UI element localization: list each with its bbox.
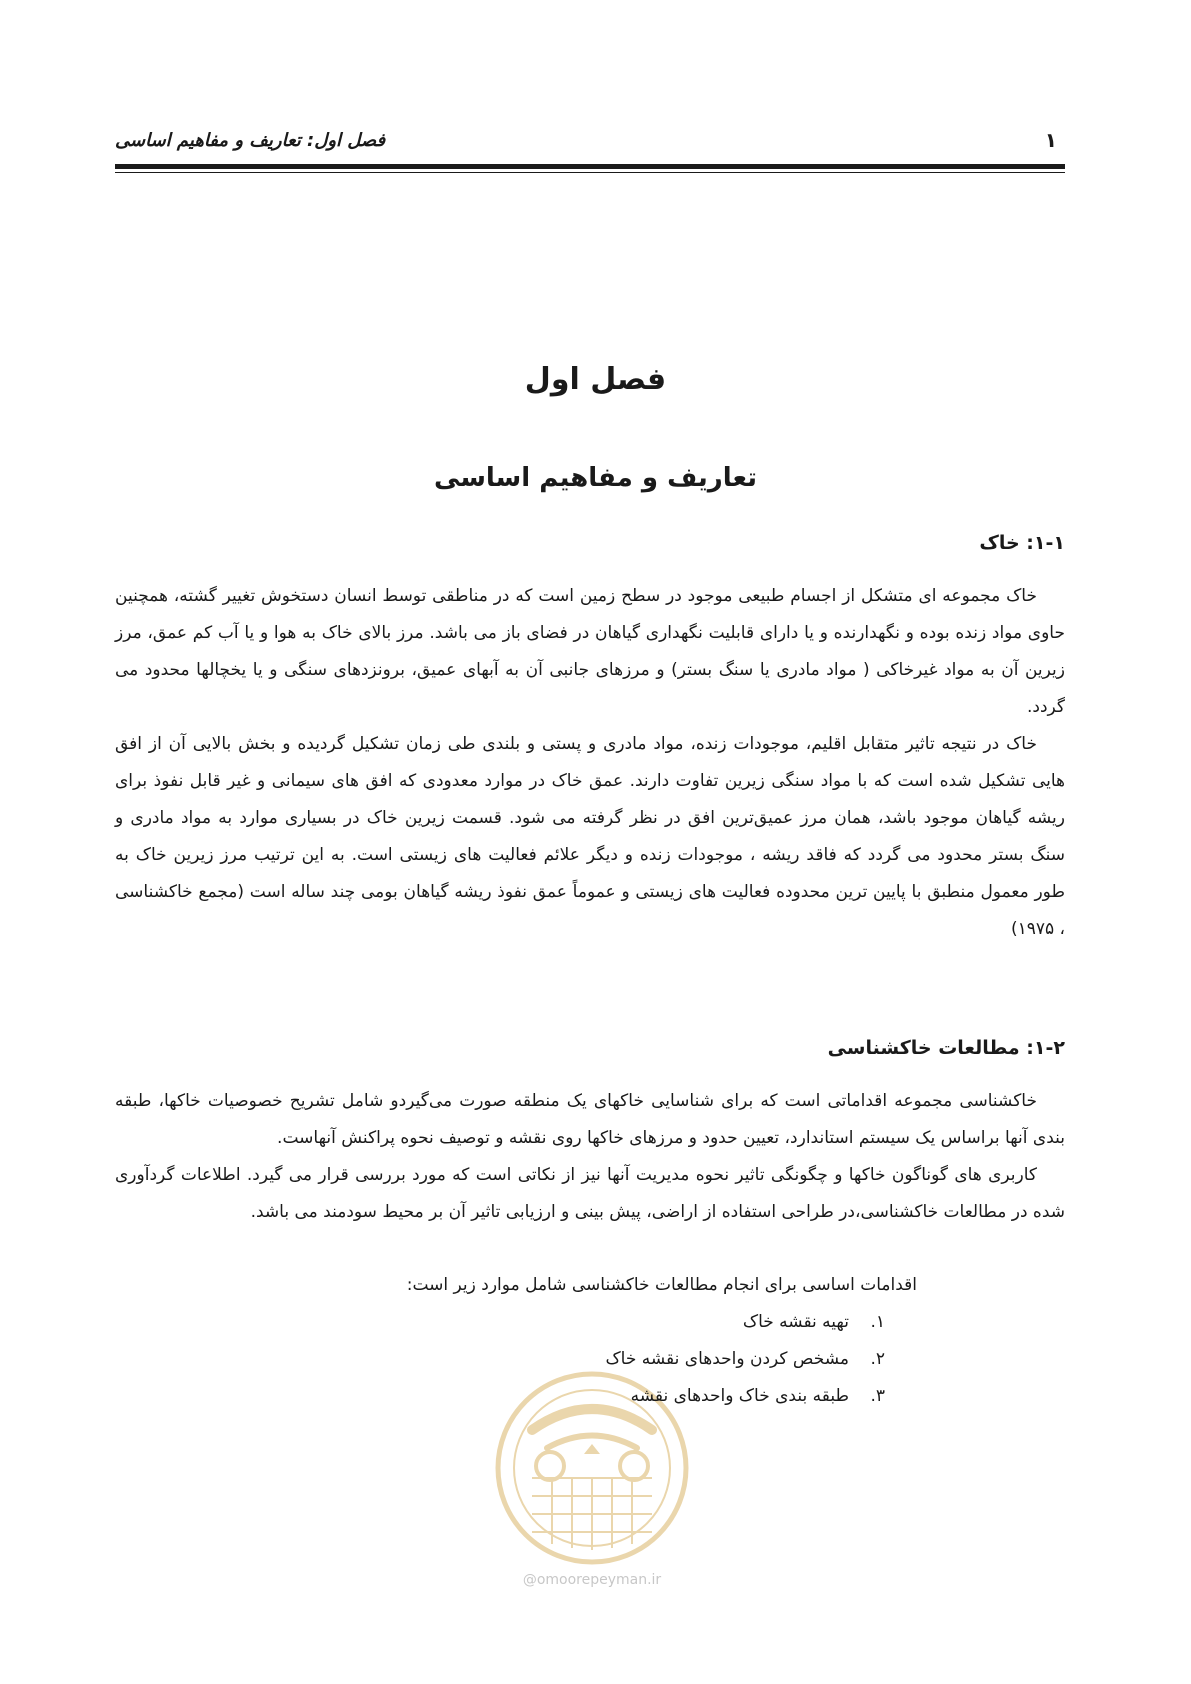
paragraph: خاک در نتیجه تاثیر متقابل اقلیم، موجودات زنده، مواد مادری و پستی و بلندی طی زمان تشکیل گردیده و بخش بالایی آن از افق هایی تشکیل شده است که با مواد سنگی زیرین تفاوت دارند. عمق خاک در موارد معدودی که افق های سیمانی و غیر قابل نفوذ برای ریشه گیاهان موجود باشد، همان مرز عمیق‌ترین افق در نظر گرفته می شود. قسمت زیرین خاک در بسیاری موارد به مواد مادری و سنگ بستر محدود می گردد که فاقد ریشه ، موجودات زنده و دیگر علائم فعالیت های زیستی است. به این ترتیب مرز زیرین خاک به طور معمول منطبق با پایین ترین محدوده فعالیت های زیستی و عموماً عمق نفوذ ریشه گیاهان بومی چند ساله است (مجمع خاکشناسی ، ۱۹۷۵) [115, 734, 1065, 939]
list-item-text: مشخص کردن واحدهای نقشه خاک [605, 1349, 849, 1369]
section-1-heading-block [115, 528, 1065, 558]
list-item-number: ۱. [870, 1312, 885, 1332]
list-item-number: ۳. [870, 1386, 885, 1406]
paragraph: خاکشناسی مجموعه اقداماتی است که برای شناسایی خاکهای یک منطقه صورت می‌گیردو شامل تشریح خصوصیات خاکها، طبقه بندی آنها براساس یک سیستم استاندارد، تعیین حدود و مرزهای خاکها روی نقشه و توصیف نحوه پراکنش آنهاست. [115, 1091, 1065, 1148]
section-2-heading-block [115, 1033, 1065, 1063]
list-item-text: طبقه بندی خاک واحدهای نقشه [630, 1386, 849, 1406]
running-header-title: فصل اول: تعاریف و مفاهیم اساسی [115, 130, 386, 151]
section-heading: ۱-۱: خاک [979, 532, 1065, 554]
chapter-title: تعاریف و مفاهیم اساسی [434, 463, 757, 493]
page-number: ۱ [1044, 128, 1057, 152]
list-item-number: ۲. [870, 1349, 885, 1369]
section-heading: ۱-۲: مطالعات خاکشناسی [827, 1037, 1065, 1059]
list-item-text: تهیه نقشه خاک [742, 1312, 849, 1332]
list-item [115, 1341, 885, 1378]
paragraph: کاربری های گوناگون خاکها و چگونگی تاثیر نحوه مدیریت آنها نیز از نکاتی است که مورد بررسی قرار می گیرد. اطلاعات گردآوری شده در مطالعات خاکشناسی،در طراحی استفاده از اراضی، پیش بینی و ارزیابی تاثیر آن بر محیط سودمند می باشد. [115, 1165, 1065, 1222]
list-item [115, 1378, 885, 1415]
paragraph: خاک مجموعه ای متشکل از اجسام طبیعی موجود در سطح زمین است که در مناطقی توسط انسان دستخوش تغییر گشته، همچنین حاوی مواد زنده بوده و نگهدارنده و یا دارای قابلیت نگهداری گیاهان در فضای باز می باشد. مرز بالای خاک به هوا و یا آب کم عمق، مرز زیرین آن به مواد غیرخاکی ( مواد مادری یا سنگ بستر) و مرزهای جانبی آن به آبهای عمیق، برونزدهای سنگی و یا یخچالها محدود می گردد. [115, 586, 1065, 717]
running-header [115, 128, 1065, 158]
chapter-number: فصل اول [524, 362, 667, 397]
header-rule-thick [115, 164, 1065, 169]
section-2-body [115, 1083, 1065, 1231]
steps-list [115, 1304, 1065, 1415]
watermark-url: @omoorepeyman.ir [522, 1572, 662, 1588]
list-intro: اقدامات اساسی برای انجام مطالعات خاکشناسی شامل موارد زیر است: [406, 1275, 917, 1295]
list-item [115, 1304, 885, 1341]
section-1-body [115, 578, 1065, 948]
steps-block [115, 1267, 1065, 1415]
header-rule-thin [115, 172, 1065, 173]
